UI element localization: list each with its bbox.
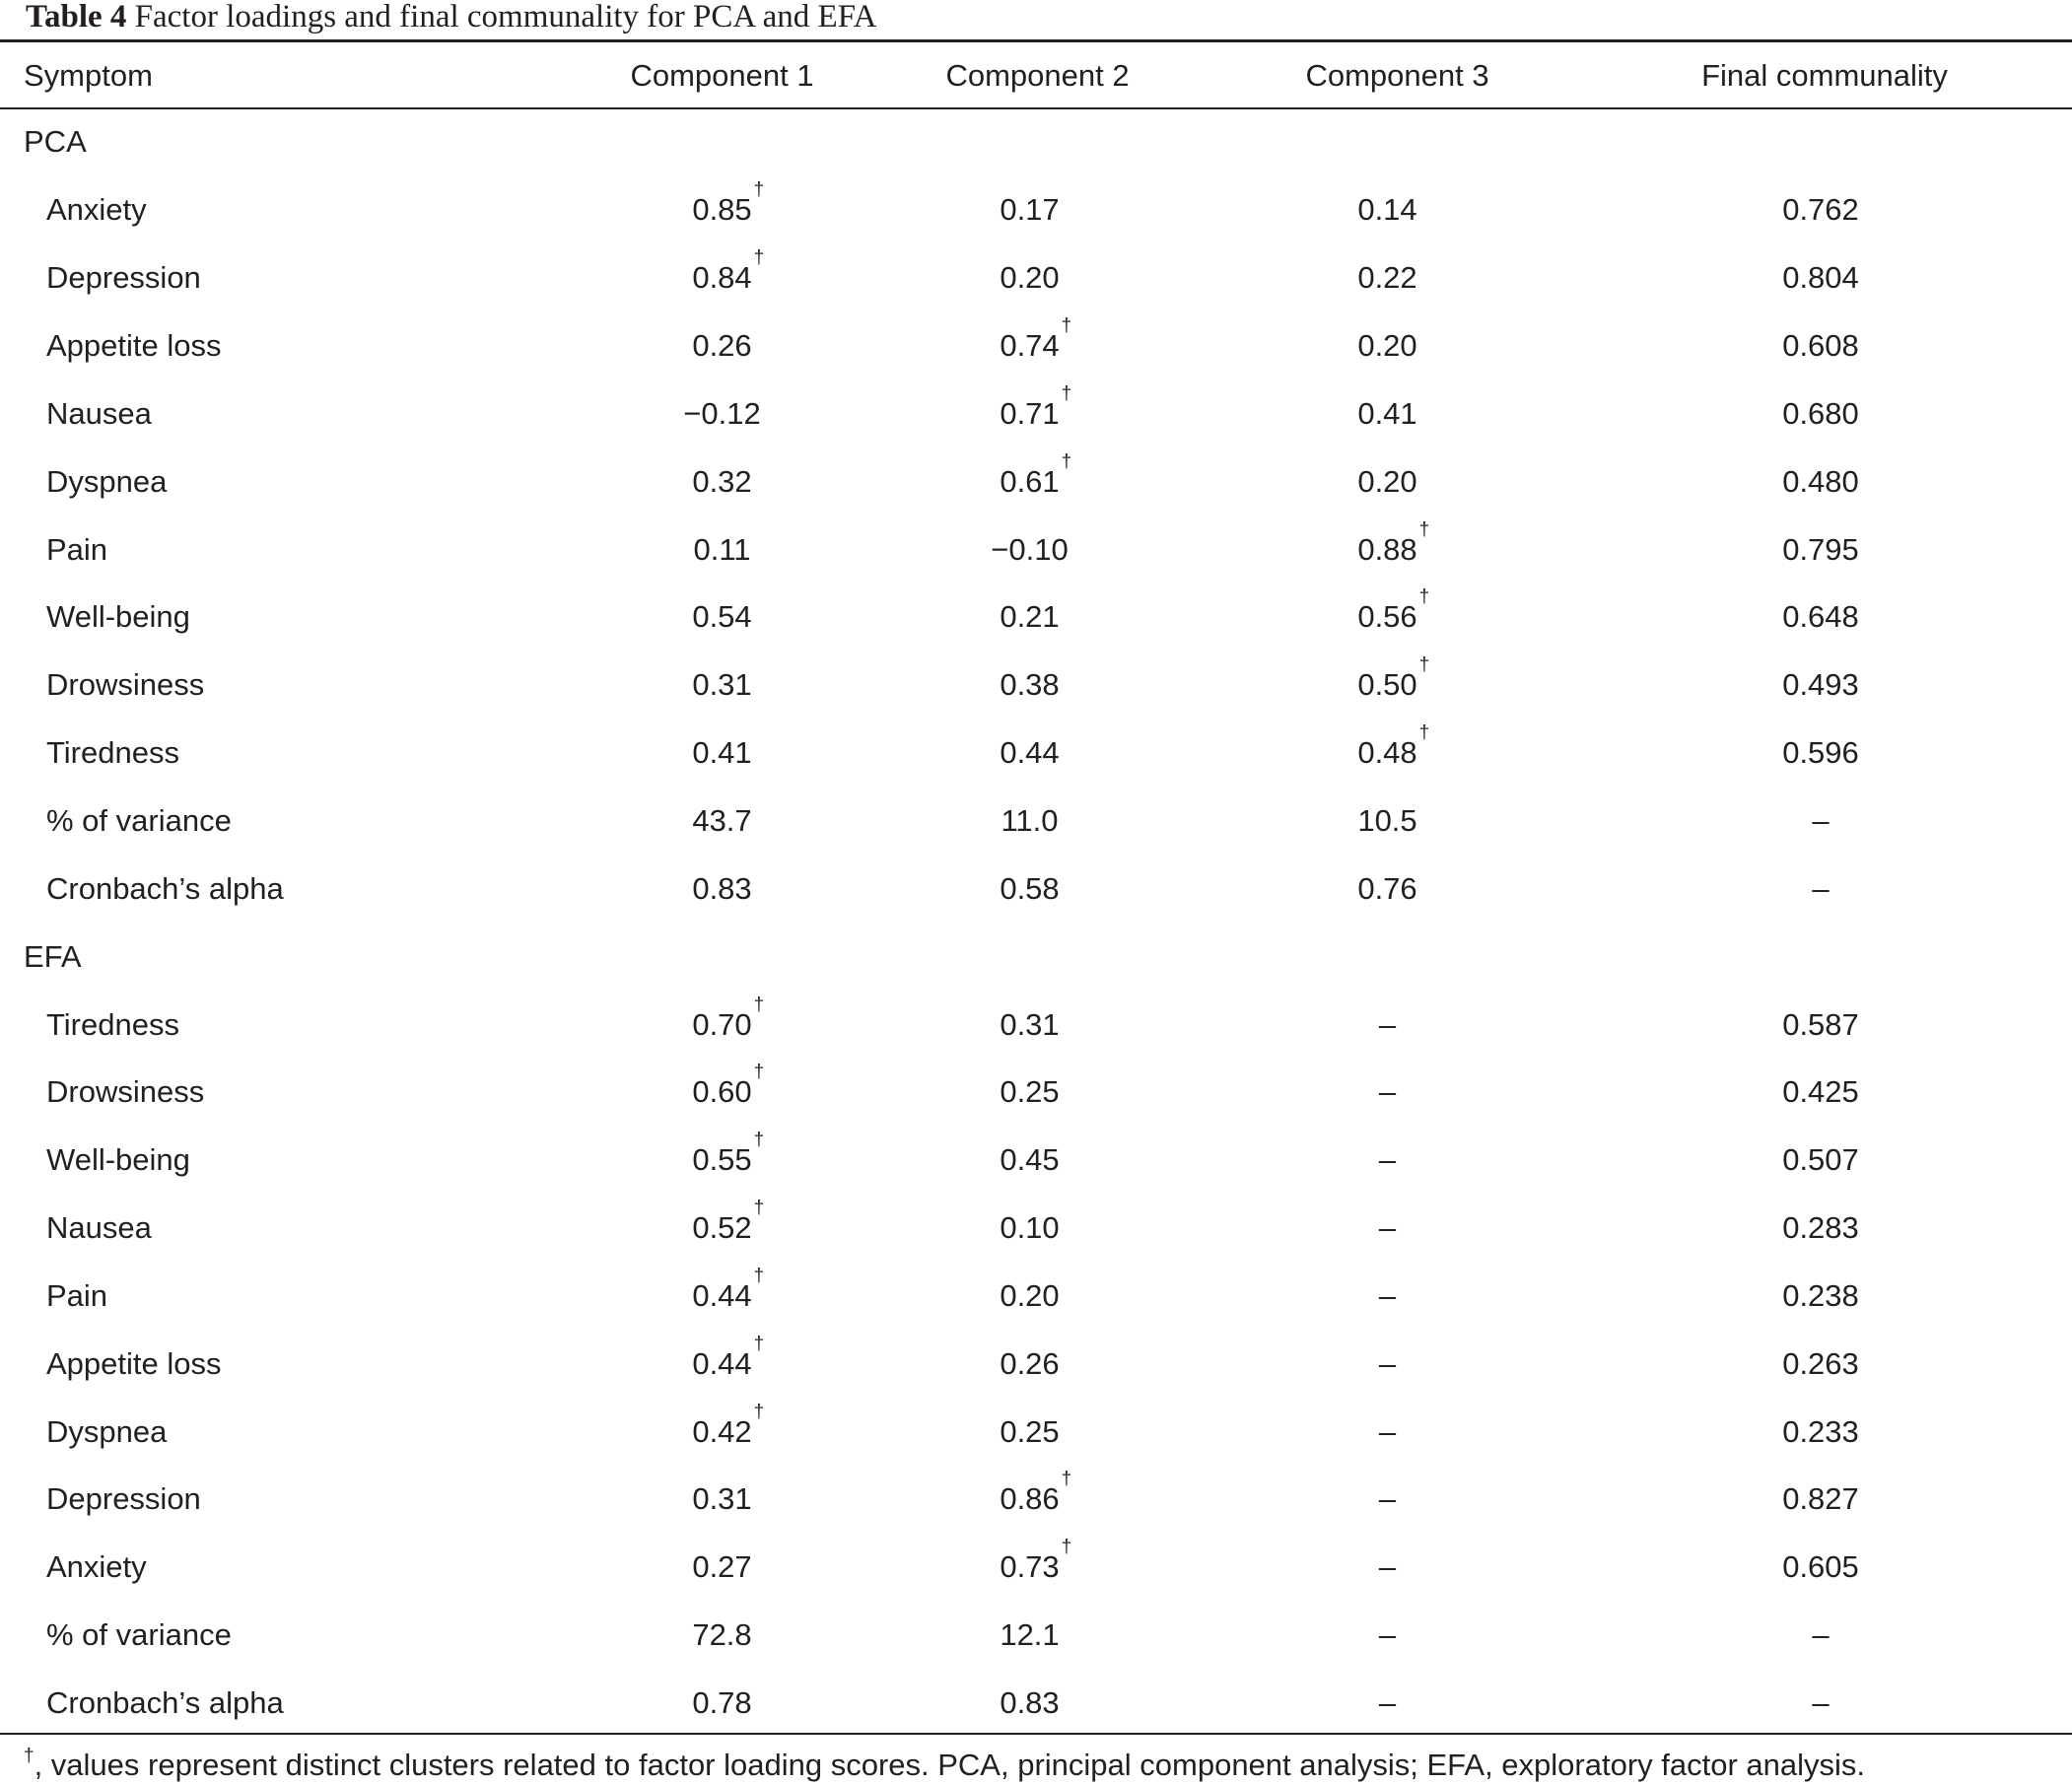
table-cell: 0.86 † — [1000, 1469, 1072, 1517]
table-cell: 0.73 † — [1000, 1537, 1072, 1585]
cell-value: – — [1812, 803, 1830, 839]
cell-value: 0.60 — [692, 1074, 752, 1110]
table-cell — [1577, 176, 2072, 244]
table-cell — [858, 244, 1217, 312]
table-row — [0, 244, 2072, 312]
row-label: Appetite loss — [46, 1345, 222, 1381]
column-header: Component 2 — [945, 58, 1130, 93]
group-label: EFA — [24, 938, 82, 974]
table-row — [0, 1127, 2072, 1195]
table-row — [0, 855, 2072, 923]
row-label: Appetite loss — [46, 328, 222, 364]
cell-value: – — [1378, 1481, 1397, 1517]
row-label: Drowsiness — [46, 667, 205, 703]
table-cell — [858, 991, 1217, 1059]
row-label: Anxiety — [46, 1549, 147, 1585]
table-cell — [1217, 1263, 1577, 1331]
table-cell — [1577, 1602, 2072, 1670]
table-cell — [1217, 1534, 1577, 1602]
row-label: Dyspnea — [46, 463, 168, 499]
cell-value: 0.827 — [1782, 1481, 1859, 1517]
cell-value: 0.608 — [1782, 328, 1859, 364]
cell-value: – — [1378, 1549, 1397, 1585]
cell-value: 0.88 — [1357, 531, 1417, 567]
cell-value: – — [1378, 1142, 1397, 1178]
row-label: Anxiety — [46, 192, 147, 228]
cell-value: 0.44 — [692, 1345, 752, 1381]
table-cell — [1577, 788, 2072, 856]
table-row — [0, 1195, 2072, 1263]
table-cell — [858, 1602, 1217, 1670]
cell-value: 0.795 — [1782, 531, 1859, 567]
table-cell — [587, 788, 858, 856]
cell-value: – — [1378, 1277, 1397, 1313]
row-label: Depression — [46, 260, 201, 296]
table-cell — [1217, 1670, 1577, 1738]
cell-value: 0.41 — [1357, 395, 1417, 431]
table-cell — [587, 447, 858, 515]
cell-value: 0.83 — [692, 870, 752, 906]
cell-value: 0.480 — [1782, 463, 1859, 499]
table-cell — [587, 515, 858, 583]
cell-value: 0.20 — [1357, 328, 1417, 364]
top-rule — [0, 39, 2072, 42]
cell-value: 0.507 — [1782, 1142, 1859, 1178]
table-cell — [1577, 380, 2072, 448]
cell-value: 0.20 — [1000, 1277, 1060, 1313]
table-cell: 0.44 † — [692, 1333, 765, 1381]
table-cell — [587, 1466, 858, 1534]
group-label: PCA — [24, 124, 87, 159]
table-cell — [1577, 244, 2072, 312]
table-label: Table 4 — [26, 0, 127, 34]
cell-value: 0.596 — [1782, 735, 1859, 771]
table-cell — [858, 1263, 1217, 1331]
cell-value: – — [1378, 1345, 1397, 1381]
row-label: Tiredness — [46, 1006, 179, 1042]
table-cell — [858, 720, 1217, 788]
table-title: Factor loadings and final communality for PCA and EFA — [134, 0, 877, 34]
table-cell — [1577, 447, 2072, 515]
cell-value: – — [1378, 1413, 1397, 1449]
cell-value: 0.58 — [1000, 870, 1060, 906]
cell-value: 0.605 — [1782, 1549, 1859, 1585]
table-cell — [1577, 1534, 2072, 1602]
table-cell — [1577, 312, 2072, 380]
cell-value: 0.85 — [692, 192, 752, 228]
row-label: % of variance — [46, 803, 232, 839]
cell-value: 0.44 — [1000, 735, 1060, 771]
cell-value: 0.238 — [1782, 1277, 1859, 1313]
cell-value: 0.26 — [1000, 1345, 1060, 1381]
cell-value: 0.56 — [1357, 599, 1417, 635]
cell-value: – — [1812, 1617, 1830, 1653]
cell-value: 0.74 — [1000, 328, 1060, 364]
table-row — [0, 515, 2072, 583]
cell-value: 0.31 — [692, 667, 752, 703]
cell-value: 0.762 — [1782, 192, 1859, 228]
table-cell — [587, 583, 858, 652]
row-label: Nausea — [46, 1210, 152, 1246]
cell-value: 0.14 — [1357, 192, 1417, 228]
cell-value: 12.1 — [1000, 1617, 1060, 1653]
row-label: Pain — [46, 531, 108, 567]
table-cell — [587, 720, 858, 788]
cell-value: 0.71 — [1000, 395, 1060, 431]
table-cell — [1577, 1466, 2072, 1534]
table-cell — [858, 176, 1217, 244]
row-label: % of variance — [46, 1617, 232, 1653]
cell-value: 0.83 — [1000, 1684, 1060, 1720]
cell-value: 0.44 — [692, 1277, 752, 1313]
row-label: Well-being — [46, 599, 190, 635]
cell-value: 0.20 — [1000, 260, 1060, 296]
table-cell — [858, 1195, 1217, 1263]
table-cell — [587, 312, 858, 380]
cell-value: 0.648 — [1782, 599, 1859, 635]
table-cell — [1217, 447, 1577, 515]
table-cell: 0.55 † — [692, 1130, 765, 1178]
footnote-text: , values represent distinct clusters related to factor loading scores. PCA, principal component analysis; EFA, exploratory factor analysis. — [34, 1748, 1866, 1782]
table-row — [0, 447, 2072, 515]
cell-value: 10.5 — [1357, 803, 1417, 839]
table-cell: 0.60 † — [692, 1062, 765, 1110]
table-cell: 0.42 † — [692, 1401, 765, 1449]
table-cell: 0.88 † — [1357, 518, 1430, 567]
footnote-marker: † — [24, 1746, 35, 1766]
table-row — [0, 380, 2072, 448]
cell-value: 0.233 — [1782, 1413, 1859, 1449]
cell-value: – — [1378, 1684, 1397, 1720]
cell-value: 0.680 — [1782, 395, 1859, 431]
table-row — [0, 1330, 2072, 1398]
cell-value: 0.55 — [692, 1142, 752, 1178]
table-cell: 0.44 † — [692, 1265, 765, 1313]
cell-value: 0.27 — [692, 1549, 752, 1585]
table-cell — [1577, 1670, 2072, 1738]
table-row — [0, 1398, 2072, 1466]
cell-value: 0.493 — [1782, 667, 1859, 703]
cell-value: 0.283 — [1782, 1210, 1859, 1246]
table-cell: 0.85 † — [692, 179, 765, 228]
cell-value: 0.20 — [1357, 463, 1417, 499]
cell-value: −0.12 — [683, 395, 761, 431]
table-row — [0, 176, 2072, 244]
cell-value: 0.263 — [1782, 1345, 1859, 1381]
table-cell: 0.52 † — [692, 1198, 765, 1246]
column-header: Component 3 — [1305, 58, 1489, 93]
cell-value: 0.17 — [1000, 192, 1060, 228]
table-cell — [1577, 515, 2072, 583]
cell-value: 0.31 — [692, 1481, 752, 1517]
table-cell — [587, 1670, 858, 1738]
cell-value: – — [1378, 1617, 1397, 1653]
row-label: Cronbach’s alpha — [46, 1684, 284, 1720]
table-row — [0, 583, 2072, 652]
table-cell — [1217, 1127, 1577, 1195]
table-cell — [858, 1059, 1217, 1127]
row-label: Tiredness — [46, 735, 179, 771]
table-cell — [858, 1127, 1217, 1195]
cell-value: 0.25 — [1000, 1074, 1060, 1110]
table-cell — [587, 1602, 858, 1670]
column-header: Component 1 — [630, 58, 814, 93]
row-label: Depression — [46, 1481, 201, 1517]
table-cell — [858, 583, 1217, 652]
factor-loadings-table — [0, 44, 2072, 1737]
cell-value: 0.10 — [1000, 1210, 1060, 1246]
cell-value: – — [1378, 1074, 1397, 1110]
table-cell — [1577, 1195, 2072, 1263]
table-cell: 0.71 † — [1000, 382, 1072, 431]
table-cell — [1577, 1263, 2072, 1331]
table-cell — [1217, 312, 1577, 380]
table-row — [0, 991, 2072, 1059]
cell-value: 0.25 — [1000, 1413, 1060, 1449]
table-cell — [1577, 1127, 2072, 1195]
table-cell — [1217, 1059, 1577, 1127]
table-footnote — [24, 1748, 1865, 1783]
group-row — [0, 107, 2072, 176]
table-cell: 0.50 † — [1357, 654, 1430, 703]
row-label: Cronbach’s alpha — [46, 870, 284, 906]
table-cell — [1217, 244, 1577, 312]
table-cell — [858, 788, 1217, 856]
cell-value: 0.22 — [1357, 260, 1417, 296]
cell-value: 0.425 — [1782, 1074, 1859, 1110]
table-cell — [1217, 176, 1577, 244]
table-cell — [1217, 1195, 1577, 1263]
table-cell: 0.70 † — [692, 994, 765, 1042]
table-cell — [858, 855, 1217, 923]
table-cell: 0.61 † — [1000, 450, 1072, 499]
table-cell — [1217, 991, 1577, 1059]
table-row — [0, 1602, 2072, 1670]
row-label: Drowsiness — [46, 1074, 205, 1110]
cell-value: – — [1378, 1210, 1397, 1246]
cell-value: −0.10 — [991, 531, 1069, 567]
table-cell — [858, 652, 1217, 720]
table-cell — [858, 1330, 1217, 1398]
cell-value: – — [1812, 1684, 1830, 1720]
table-cell — [587, 380, 858, 448]
table-row — [0, 1263, 2072, 1331]
cell-value: 0.73 — [1000, 1549, 1060, 1585]
row-label: Well-being — [46, 1142, 190, 1178]
table-cell — [1577, 1398, 2072, 1466]
table-cell — [1217, 1330, 1577, 1398]
cell-value: 0.76 — [1357, 870, 1417, 906]
table-row — [0, 1059, 2072, 1127]
cell-value: 0.84 — [692, 260, 752, 296]
row-label: Dyspnea — [46, 1413, 168, 1449]
cell-value: – — [1378, 1006, 1397, 1042]
cell-value: 0.52 — [692, 1210, 752, 1246]
group-row — [0, 923, 2072, 991]
table-cell — [1577, 583, 2072, 652]
table-cell — [858, 515, 1217, 583]
table-row — [0, 1466, 2072, 1534]
table-caption — [26, 0, 876, 34]
table-cell — [587, 855, 858, 923]
table-row — [0, 652, 2072, 720]
table-cell: 0.74 † — [1000, 315, 1072, 364]
table-cell — [1577, 991, 2072, 1059]
table-row — [0, 1670, 2072, 1738]
table-row — [0, 720, 2072, 788]
table-row — [0, 312, 2072, 380]
table-cell: 0.56 † — [1357, 586, 1430, 635]
cell-value: – — [1812, 870, 1830, 906]
cell-value: 0.21 — [1000, 599, 1060, 635]
cell-value: 0.31 — [1000, 1006, 1060, 1042]
cell-value: 0.587 — [1782, 1006, 1859, 1042]
cell-value: 0.41 — [692, 735, 752, 771]
cell-value: 0.78 — [692, 1684, 752, 1720]
cell-value: 11.0 — [1001, 803, 1059, 839]
cell-value: 43.7 — [692, 803, 752, 839]
header-row — [0, 44, 2072, 107]
table-cell — [1577, 720, 2072, 788]
cell-value: 0.42 — [692, 1413, 752, 1449]
table-cell — [1217, 1602, 1577, 1670]
cell-value: 72.8 — [692, 1617, 752, 1653]
table-cell — [1217, 380, 1577, 448]
table-cell — [587, 1534, 858, 1602]
table-cell — [1217, 855, 1577, 923]
cell-value: 0.70 — [692, 1006, 752, 1042]
table-row — [0, 1534, 2072, 1602]
table-cell — [1577, 855, 2072, 923]
row-label: Pain — [46, 1277, 108, 1313]
cell-value: 0.50 — [1357, 667, 1417, 703]
cell-value: 0.11 — [693, 531, 751, 567]
cell-value: 0.804 — [1782, 260, 1859, 296]
table-cell — [1577, 1059, 2072, 1127]
table-cell — [587, 652, 858, 720]
column-header: Symptom — [24, 58, 153, 93]
cell-value: 0.61 — [1000, 463, 1060, 499]
cell-value: 0.86 — [1000, 1481, 1060, 1517]
table-body — [0, 107, 2072, 1737]
cell-value: 0.26 — [692, 328, 752, 364]
table-cell — [858, 1398, 1217, 1466]
table-cell: 0.48 † — [1357, 722, 1430, 771]
table-cell — [858, 1670, 1217, 1738]
column-header: Final communality — [1701, 58, 1948, 93]
cell-value: 0.32 — [692, 463, 752, 499]
table-cell — [1217, 1466, 1577, 1534]
cell-value: 0.38 — [1000, 667, 1060, 703]
row-label: Nausea — [46, 395, 152, 431]
table-cell — [1217, 1398, 1577, 1466]
cell-value: 0.54 — [692, 599, 752, 635]
cell-value: 0.45 — [1000, 1142, 1060, 1178]
table-row — [0, 788, 2072, 856]
table-cell — [1217, 788, 1577, 856]
cell-value: 0.48 — [1357, 735, 1417, 771]
table-cell: 0.84 † — [692, 247, 765, 296]
table-cell — [1577, 652, 2072, 720]
table-cell — [1577, 1330, 2072, 1398]
